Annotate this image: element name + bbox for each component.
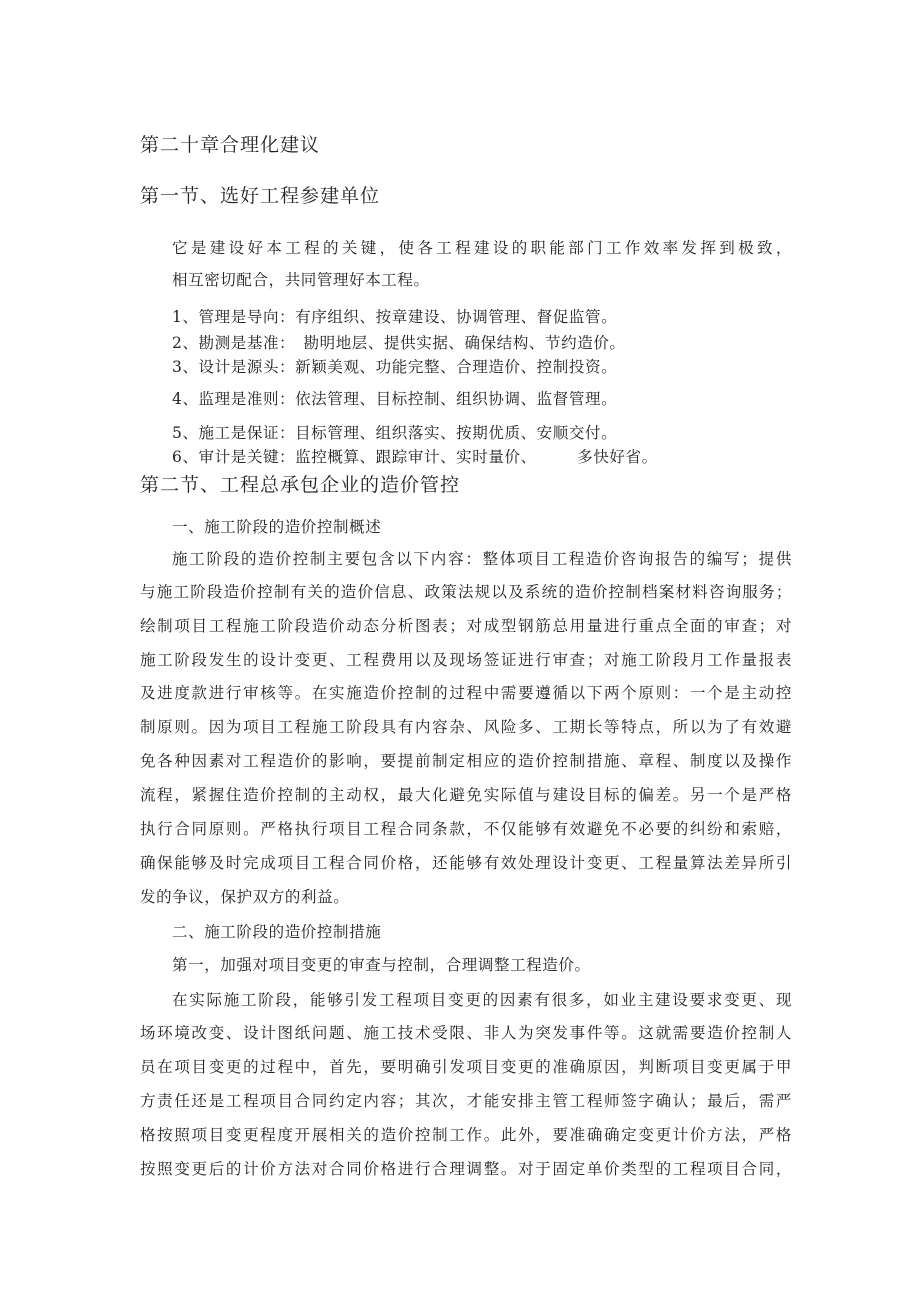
paragraph1-line: 制原则。因为项目工程施工阶段具有内容杂、风险多、工期长等特点，所以为了有效避 bbox=[140, 718, 792, 736]
paragraph1-line: 发的争议，保护双方的利益。 bbox=[140, 888, 350, 906]
subsection1-title: 一、施工阶段的造价控制概述 bbox=[172, 518, 382, 536]
section1-intro-line: 相互密切配合，共同管理好本工程。 bbox=[172, 271, 430, 289]
paragraph1-line: 施工阶段发生的设计变更、工程费用以及现场签证进行审查；对施工阶段月工作量报表 bbox=[140, 651, 792, 669]
paragraph1-line: 流程，紧握住造价控制的主动权，最大化避免实际值与建设目标的偏差。另一个是严格 bbox=[140, 786, 792, 804]
subsection2-title: 二、施工阶段的造价控制措施 bbox=[172, 923, 382, 941]
paragraph2-line: 场环境改变、设计图纸问题、施工技术受限、非人为突发事件等。这就需要造价控制人 bbox=[140, 1024, 792, 1042]
point1-heading: 第一，加强对项目变更的审查与控制，合理调整工程造价。 bbox=[172, 956, 591, 974]
section1-title: 第一节、选好工程参建单位 bbox=[140, 185, 381, 207]
paragraph1-line: 免各种因素对工程造价的影响，要提前制定相应的造价控制措施、章程、制度以及操作 bbox=[140, 752, 792, 770]
paragraph2-line: 在实际施工阶段，能够引发工程项目变更的因素有很多，如业主建设要求变更、现 bbox=[172, 991, 792, 1009]
paragraph1-line: 与施工阶段造价控制有关的造价信息、政策法规以及系统的造价控制档案材料咨询服务； bbox=[140, 583, 792, 601]
section1-list-item: 4、监理是准则：依法管理、目标控制、组织协调、监督管理。 bbox=[172, 390, 618, 408]
paragraph1-line: 施工阶段的造价控制主要包含以下内容：整体项目工程造价咨询报告的编写；提供 bbox=[172, 550, 792, 568]
paragraph1-line: 及进度款进行审核等。在实施造价控制的过程中需要遵循以下两个原则：一个是主动控 bbox=[140, 684, 792, 702]
paragraph2-line: 按照变更后的计价方法对合同价格进行合理调整。对于固定单价类型的工程项目合同， bbox=[140, 1160, 792, 1178]
section1-list-item: 5、施工是保证：目标管理、组织落实、按期优质、安顺交付。 bbox=[172, 424, 618, 442]
paragraph2-line: 方责任还是工程项目合同约定内容；其次，才能安排主管工程师签字确认；最后，需严 bbox=[140, 1092, 792, 1110]
section1-intro-line: 它是建设好本工程的关键，使各工程建设的职能部门工作效率发挥到极致， bbox=[172, 239, 792, 257]
section1-list-item: 3、设计是源头：新颖美观、功能完整、合理造价、控制投资。 bbox=[172, 358, 618, 376]
paragraph1-line: 绘制项目工程施工阶段造价动态分析图表；对成型钢筋总用量进行重点全面的审查；对 bbox=[140, 617, 792, 635]
section2-title: 第二节、工程总承包企业的造价管控 bbox=[140, 474, 461, 496]
section1-list-item: 2、勘测是基准： 勘明地层、提供实据、确保结构、节约造价。 bbox=[172, 334, 626, 352]
section1-list-item: 1、管理是导向：有序组织、按章建设、协调管理、督促监管。 bbox=[172, 308, 618, 326]
paragraph1-line: 确保能够及时完成项目工程合同价格，还能够有效处理设计变更、工程量算法差异所引 bbox=[140, 854, 792, 872]
chapter-title: 第二十章合理化建议 bbox=[140, 134, 321, 156]
paragraph2-line: 格按照项目变更程度开展相关的造价控制工作。此外，要准确确定变更计价方法，严格 bbox=[140, 1126, 792, 1144]
paragraph1-line: 执行合同原则。严格执行项目工程合同条款，不仅能够有效避免不必要的纠纷和索赔， bbox=[140, 820, 792, 838]
section1-list-item: 6、审计是关键：监控概算、跟踪审计、实时量价、 多快好省。 bbox=[172, 448, 658, 466]
paragraph2-line: 员在项目变更的过程中，首先，要明确引发项目变更的准确原因，判断项目变更属于甲 bbox=[140, 1058, 792, 1076]
